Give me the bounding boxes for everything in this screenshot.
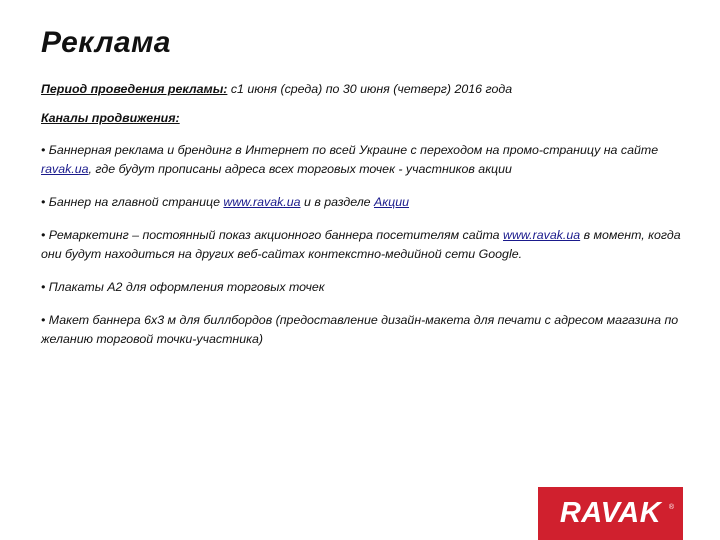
ravak-www-link-remarketing[interactable]: www.ravak.ua bbox=[503, 228, 581, 242]
slide-title: Реклама bbox=[41, 26, 171, 59]
channels-heading-line bbox=[41, 109, 701, 128]
bullet-main-page-banner bbox=[41, 193, 701, 212]
ravak-site-link[interactable]: ravak.ua bbox=[41, 162, 89, 176]
bullet-banner-ads-text: • Баннерная реклама и брендинг в Интернет по всей Украине с переходом на промо-страницу на сайте bbox=[41, 143, 659, 157]
promotions-link[interactable]: Акции bbox=[374, 195, 409, 209]
bullet-posters-text: • Плакаты А2 для оформления торговых точек bbox=[41, 280, 325, 294]
slide-content bbox=[41, 80, 701, 363]
period-label: Период проведения рекламы: bbox=[41, 82, 228, 96]
period-value: с1 июня (среда) по 30 июня (четверг) 2016 года bbox=[227, 82, 513, 96]
period-line bbox=[41, 80, 701, 99]
registered-mark: ® bbox=[668, 504, 674, 511]
ravak-www-link[interactable]: www.ravak.ua bbox=[223, 195, 301, 209]
bullet-main-page-mid: и в разделе bbox=[300, 195, 375, 209]
bullet-remarketing-rest: в момент, когда они будут находиться на других веб-сайтах контекстно-медийной сети Google. bbox=[41, 228, 681, 261]
bullet-billboard bbox=[41, 311, 701, 349]
channels-heading: Каналы продвижения: bbox=[41, 111, 180, 125]
bullet-banner-ads bbox=[41, 141, 701, 179]
ravak-logo-text: RAVAK bbox=[559, 497, 662, 529]
bullet-main-page-text: • Баннер на главной странице bbox=[41, 195, 224, 209]
ravak-logo bbox=[538, 487, 683, 540]
bullet-posters bbox=[41, 278, 701, 297]
bullet-banner-ads-rest: , где будут прописаны адреса всех торговых точек - участников акции bbox=[88, 162, 512, 176]
bullet-remarketing-text: • Ремаркетинг – постоянный показ акционного баннера посетителям сайта bbox=[41, 228, 504, 242]
bullet-remarketing bbox=[41, 226, 701, 264]
bullet-billboard-text: • Макет баннера 6х3 м для биллбордов (предоставление дизайн-макета для печати с адресом магазина по желанию торговой точки-участника) bbox=[41, 313, 679, 346]
